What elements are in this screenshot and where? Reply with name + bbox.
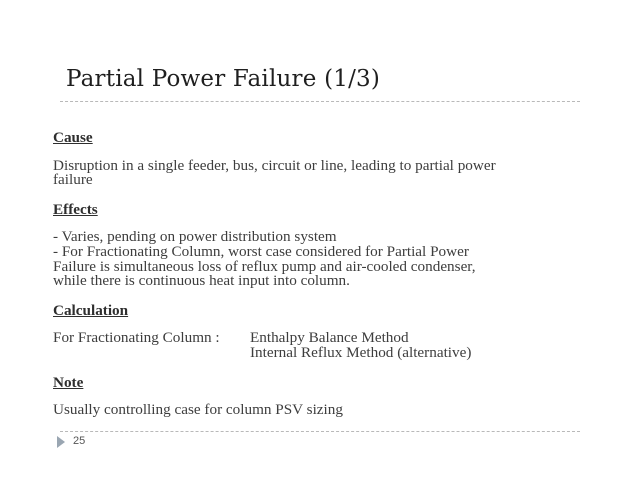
section-heading-note: Note <box>53 373 84 391</box>
calculation-text <box>53 331 593 360</box>
calculation-row <box>53 331 593 360</box>
cause-text <box>53 156 593 189</box>
note-line: Usually controlling case for column PSV sizing <box>53 401 343 419</box>
page-number: 25 <box>73 435 86 447</box>
slide-title: Partial Power Failure (1/3) <box>66 66 381 92</box>
effects-text <box>53 230 593 288</box>
calculation-methods <box>250 331 471 360</box>
section-heading-cause: Cause <box>53 129 93 146</box>
slide-body <box>53 131 593 418</box>
calculation-method: Enthalpy Balance Method <box>250 329 409 347</box>
calculation-method: Internal Reflux Method (alternative) <box>250 343 472 361</box>
section-heading-effects: Effects <box>53 200 98 218</box>
triangle-arrow-icon <box>57 436 65 448</box>
effects-line: - For Fractionating Column, worst case considered for Partial Power <box>53 242 469 260</box>
title-divider <box>60 101 580 102</box>
footer-divider <box>60 431 580 432</box>
effects-line: while there is continuous heat input into column. <box>53 272 350 290</box>
cause-line: Disruption in a single feeder, bus, circuit or line, leading to partial power <box>53 156 496 174</box>
effects-line: - Varies, pending on power distribution system <box>53 228 337 246</box>
section-heading-calculation: Calculation <box>53 301 129 319</box>
effects-line: Failure is simultaneous loss of reflux pump and air-cooled condenser, <box>53 257 476 275</box>
calculation-label: For Fractionating Column : <box>53 329 220 347</box>
note-text <box>53 403 593 418</box>
cause-line: failure <box>53 171 93 189</box>
